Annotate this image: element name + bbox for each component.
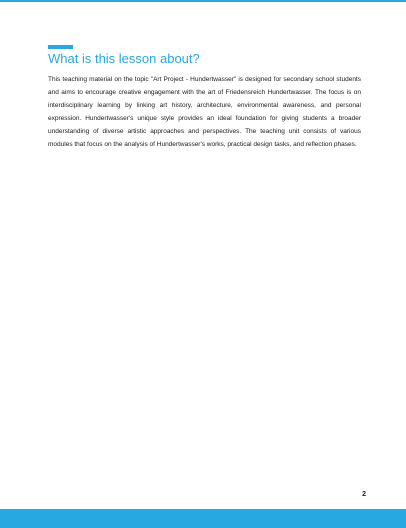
heading-accent-bar	[48, 45, 73, 49]
top-accent-bar	[0, 0, 406, 2]
bottom-accent-bar	[0, 509, 406, 528]
section-body-paragraph: This teaching material on the topic "Art Project - Hundertwasser" is designed for secondary school students and aims to encourage creative engagement with the art of Friedensreich Hundertwasser. The focus is on interdisciplinary learning by linking art history, architecture, environmental awareness, and personal expression. Hundertwasser's unique style provides an ideal foundation for giving students a broader understanding of diverse artistic approaches and perspectives. The teaching unit consists of various modules that focus on the analysis of Hundertwasser's works, practical design tasks, and reflection phases.	[48, 76, 361, 148]
page-number: 2	[362, 491, 366, 498]
section-title: What is this lesson about?	[48, 51, 200, 66]
